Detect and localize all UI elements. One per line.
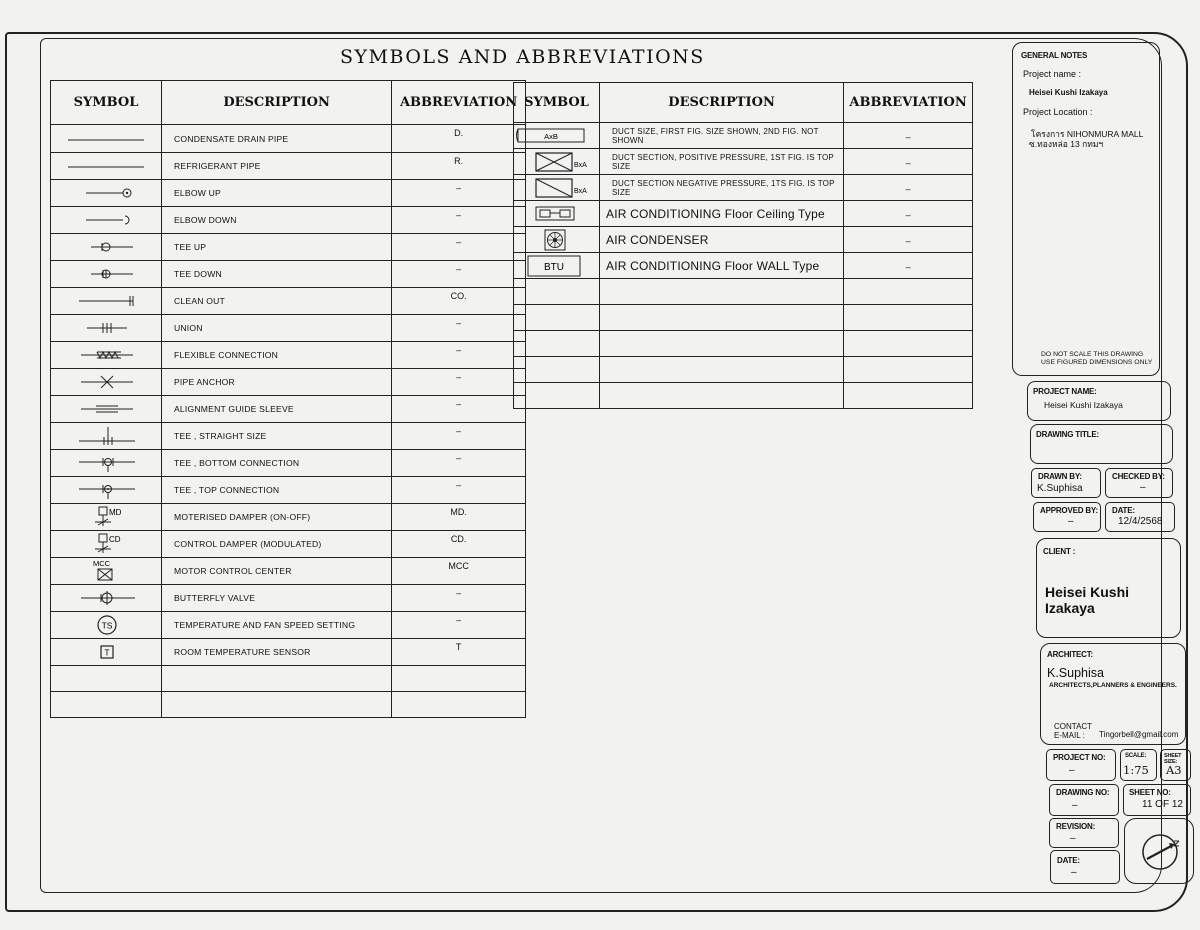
description-cell: TEE , BOTTOM CONNECTION — [162, 450, 392, 477]
abbreviation-cell: – — [392, 342, 526, 369]
checked-by-value: – — [1140, 482, 1146, 493]
abbreviation-cell: – — [844, 201, 973, 227]
abbreviation-cell — [844, 383, 973, 409]
symbols-table-left — [50, 80, 526, 718]
date2-label: DATE: — [1057, 856, 1080, 865]
abbreviation-cell: – — [392, 180, 526, 207]
symbol-cell — [514, 149, 600, 175]
description-cell — [600, 383, 844, 409]
table-row — [514, 227, 973, 253]
header-symbol: SYMBOL — [514, 83, 600, 123]
tee-bottom-symbol — [51, 450, 161, 476]
description-cell: AIR CONDITIONING Floor WALL Type — [600, 253, 844, 279]
symbol-cell — [51, 450, 162, 477]
duct-positive-symbol — [514, 151, 599, 173]
project-location-line2: ซ.ทองหล่อ 13 กทมฯ — [1029, 139, 1104, 149]
sheet-size-box — [1160, 749, 1191, 781]
description-cell: REFRIGERANT PIPE — [162, 153, 392, 180]
revision-label: REVISION: — [1056, 822, 1096, 831]
table-row — [51, 180, 526, 207]
description-cell: CONTROL DAMPER (MODULATED) — [162, 531, 392, 558]
svg-text:TS: TS — [101, 620, 113, 631]
svg-text:MCC: MCC — [93, 559, 111, 568]
abbreviation-cell: – — [392, 450, 526, 477]
general-notes-panel — [1012, 42, 1160, 376]
flexible-connection-symbol — [51, 342, 161, 368]
abbreviation-cell: – — [392, 585, 526, 612]
header-symbol: SYMBOL — [51, 81, 162, 125]
architect-box — [1040, 643, 1186, 745]
abbreviation-cell: – — [392, 369, 526, 396]
project-no-box — [1046, 749, 1116, 781]
note-figured-dimensions: USE FIGURED DIMENSIONS ONLY — [1041, 359, 1153, 366]
symbol-cell — [51, 369, 162, 396]
line-symbol — [51, 126, 161, 152]
symbol-cell — [51, 585, 162, 612]
condenser-symbol — [514, 229, 599, 251]
description-cell: PIPE ANCHOR — [162, 369, 392, 396]
duct-size-symbol — [514, 125, 599, 147]
approved-by-box — [1033, 502, 1101, 532]
architect-label: ARCHITECT: — [1047, 650, 1093, 659]
note-do-not-scale: DO NOT SCALE THIS DRAWING — [1041, 351, 1144, 358]
symbol-cell — [51, 180, 162, 207]
symbol-cell — [51, 477, 162, 504]
project-name-label: Project name : — [1023, 69, 1082, 79]
table-row — [51, 288, 526, 315]
sheet-no-box — [1123, 784, 1191, 816]
abbreviation-cell: MD. — [392, 504, 526, 531]
date2-box — [1050, 850, 1120, 884]
date-box — [1105, 502, 1175, 532]
svg-text:AxB: AxB — [544, 131, 558, 141]
description-cell — [600, 357, 844, 383]
north-arrow-box — [1124, 818, 1194, 884]
table-row — [51, 585, 526, 612]
symbol-cell — [51, 261, 162, 288]
symbol-cell — [514, 175, 600, 201]
description-cell: ROOM TEMPERATURE SENSOR — [162, 639, 392, 666]
motorised-damper-symbol — [51, 504, 161, 530]
abbreviation-cell: – — [392, 234, 526, 261]
date2-value: – — [1071, 867, 1077, 878]
sheet-no-label: SHEET NO: — [1129, 788, 1171, 797]
abbreviation-cell: – — [392, 477, 526, 504]
table-row — [51, 369, 526, 396]
date-value: 12/4/2568 — [1118, 516, 1163, 527]
abbreviation-cell: – — [844, 123, 973, 149]
table-row — [51, 234, 526, 261]
approved-by-value: – — [1068, 516, 1074, 527]
header-description: DESCRIPTION — [600, 83, 844, 123]
abbreviation-cell — [392, 666, 526, 692]
table-row — [514, 331, 973, 357]
header-description: DESCRIPTION — [162, 81, 392, 125]
drawn-by-label: DRAWN BY: — [1038, 472, 1082, 481]
abbreviation-cell — [844, 305, 973, 331]
symbol-cell — [51, 423, 162, 450]
table-row — [514, 357, 973, 383]
table-row — [51, 477, 526, 504]
tee-top-symbol — [51, 477, 161, 503]
abbreviation-cell: – — [392, 396, 526, 423]
symbol-cell — [51, 207, 162, 234]
description-cell: CLEAN OUT — [162, 288, 392, 315]
table-row — [51, 207, 526, 234]
checked-by-box — [1105, 468, 1173, 498]
drawing-title-box — [1030, 424, 1173, 464]
symbol-cell — [514, 123, 600, 149]
scale-box — [1120, 749, 1157, 781]
symbol-cell — [51, 531, 162, 558]
abbreviation-cell — [844, 279, 973, 305]
email-value: Tingorbell@gmail.com — [1099, 730, 1179, 739]
elbow-up-symbol — [51, 180, 161, 206]
project-name-box-value: Heisei Kushi Izakaya — [1044, 400, 1123, 410]
description-cell: UNION — [162, 315, 392, 342]
scale-label: SCALE: — [1125, 753, 1147, 759]
table-row — [51, 450, 526, 477]
clean-out-symbol — [51, 288, 161, 314]
project-no-label: PROJECT NO: — [1053, 753, 1106, 762]
page-title: SYMBOLS AND ABBREVIATIONS — [340, 46, 705, 68]
table-row — [514, 383, 973, 409]
description-cell: TEMPERATURE AND FAN SPEED SETTING — [162, 612, 392, 639]
description-cell: TEE DOWN — [162, 261, 392, 288]
symbol-cell — [51, 639, 162, 666]
description-cell: AIR CONDENSER — [600, 227, 844, 253]
project-name-box — [1027, 381, 1171, 421]
description-cell — [162, 692, 392, 718]
symbol-cell — [51, 342, 162, 369]
header-abbreviation: ABBREVIATION — [392, 81, 526, 125]
table-row — [514, 123, 973, 149]
general-notes-label: GENERAL NOTES — [1021, 51, 1088, 60]
ts-symbol — [51, 612, 161, 638]
abbreviation-cell: MCC — [392, 558, 526, 585]
email-label: E-MAIL : — [1054, 731, 1085, 740]
table-row — [514, 279, 973, 305]
abbreviation-cell: D. — [392, 125, 526, 153]
description-cell — [162, 666, 392, 692]
table-row — [51, 666, 526, 692]
project-location-line1: โครงการ NIHONMURA MALL — [1031, 129, 1144, 139]
symbol-cell — [514, 227, 600, 253]
description-cell — [600, 331, 844, 357]
control-damper-symbol — [51, 531, 161, 557]
table-row — [51, 125, 526, 153]
drawing-no-label: DRAWING NO: — [1056, 788, 1110, 797]
revision-value: – — [1070, 833, 1076, 844]
table-row — [514, 175, 973, 201]
t-sensor-symbol — [51, 639, 161, 665]
architect-subtitle: ARCHITECTS,PLANNERS & ENGINEERS. — [1049, 682, 1177, 689]
description-cell: TEE UP — [162, 234, 392, 261]
mcc-symbol — [51, 558, 161, 584]
union-symbol — [51, 315, 161, 341]
sheet-size-value: A3 — [1166, 763, 1182, 777]
abbreviation-cell: CO. — [392, 288, 526, 315]
table-row — [51, 396, 526, 423]
drawing-title-label: DRAWING TITLE: — [1036, 430, 1099, 439]
description-cell: TEE , TOP CONNECTION — [162, 477, 392, 504]
description-cell: AIR CONDITIONING Floor Ceiling Type — [600, 201, 844, 227]
abbreviation-cell — [844, 357, 973, 383]
contact-label: CONTACT — [1054, 722, 1093, 731]
abbreviation-cell: – — [392, 423, 526, 450]
project-name-box-label: PROJECT NAME: — [1033, 387, 1097, 396]
symbol-cell — [51, 612, 162, 639]
description-cell — [600, 279, 844, 305]
date-label: DATE: — [1112, 506, 1135, 515]
table-row — [514, 253, 973, 279]
table-row — [51, 315, 526, 342]
ac-ceiling-symbol — [514, 203, 599, 225]
table-row — [51, 531, 526, 558]
drawing-no-value: – — [1072, 800, 1078, 811]
table-row — [51, 153, 526, 180]
table-row — [51, 261, 526, 288]
checked-by-label: CHECKED BY: — [1112, 472, 1165, 481]
abbreviation-cell — [844, 331, 973, 357]
symbol-cell — [51, 125, 162, 153]
client-box — [1036, 538, 1181, 638]
elbow-down-symbol — [51, 207, 161, 233]
abbreviation-cell: – — [844, 175, 973, 201]
table-row — [51, 504, 526, 531]
pipe-anchor-symbol — [51, 369, 161, 395]
abbreviation-cell: CD. — [392, 531, 526, 558]
table-row — [514, 149, 973, 175]
tee-straight-symbol — [51, 423, 161, 449]
architect-value: K.Suphisa — [1047, 666, 1104, 680]
project-no-value: – — [1069, 765, 1075, 776]
description-cell — [600, 305, 844, 331]
abbreviation-cell: – — [392, 207, 526, 234]
abbreviation-cell: – — [844, 227, 973, 253]
table-row — [51, 692, 526, 718]
project-location-label: Project Location : — [1023, 107, 1093, 117]
abbreviation-cell: – — [392, 261, 526, 288]
description-cell: FLEXIBLE CONNECTION — [162, 342, 392, 369]
symbol-cell — [51, 396, 162, 423]
description-cell: ELBOW DOWN — [162, 207, 392, 234]
guide-sleeve-symbol — [51, 396, 161, 422]
abbreviation-cell: – — [392, 315, 526, 342]
symbol-cell — [514, 357, 600, 383]
symbol-cell — [51, 153, 162, 180]
symbol-cell — [51, 315, 162, 342]
description-cell: MOTERISED DAMPER (ON-OFF) — [162, 504, 392, 531]
drawn-by-box — [1031, 468, 1101, 498]
north-arrow-icon — [1125, 819, 1195, 885]
sheet-no-value: 11 OF 12 — [1142, 799, 1183, 810]
table-row — [51, 558, 526, 585]
description-cell: BUTTERFLY VALVE — [162, 585, 392, 612]
symbol-cell — [51, 558, 162, 585]
abbreviation-cell: – — [844, 253, 973, 279]
table-row — [514, 305, 973, 331]
sheet-size-label: SHEET SIZE: — [1164, 753, 1182, 765]
table-row — [51, 639, 526, 666]
svg-text:BxA: BxA — [574, 187, 587, 195]
symbol-cell — [514, 331, 600, 357]
svg-text:CD: CD — [109, 535, 121, 544]
tee-down-symbol — [51, 261, 161, 287]
description-cell: MOTOR CONTROL CENTER — [162, 558, 392, 585]
symbol-cell — [514, 305, 600, 331]
symbol-cell — [514, 201, 600, 227]
scale-value: 1:75 — [1123, 763, 1149, 777]
revision-box — [1049, 818, 1119, 848]
svg-text:T: T — [104, 647, 110, 658]
header-abbreviation: ABBREVIATION — [844, 83, 973, 123]
table-row — [51, 342, 526, 369]
abbreviation-cell — [392, 692, 526, 718]
symbol-cell — [51, 288, 162, 315]
drawing-no-box — [1049, 784, 1119, 816]
svg-text:BxA: BxA — [574, 161, 587, 169]
abbreviation-cell: R. — [392, 153, 526, 180]
line-symbol — [51, 153, 161, 179]
tee-up-symbol — [51, 234, 161, 260]
project-name: Heisei Kushi Izakaya — [1029, 88, 1108, 97]
abbreviation-cell: – — [392, 612, 526, 639]
duct-negative-symbol — [514, 177, 599, 199]
description-cell: ELBOW UP — [162, 180, 392, 207]
abbreviation-cell: – — [844, 149, 973, 175]
drawn-by-value: K.Suphisa — [1037, 483, 1083, 494]
table-row — [51, 423, 526, 450]
btu-symbol — [514, 255, 599, 277]
svg-text:MD: MD — [109, 508, 122, 517]
symbol-cell — [514, 253, 600, 279]
description-cell: CONDENSATE DRAIN PIPE — [162, 125, 392, 153]
abbreviation-cell: T — [392, 639, 526, 666]
svg-text:BTU: BTU — [544, 261, 564, 273]
client-value: Heisei Kushi Izakaya — [1045, 584, 1130, 616]
description-cell: DUCT SECTION, POSITIVE PRESSURE, 1ST FIG. IS TOP SIZE — [600, 149, 844, 175]
symbol-cell — [51, 504, 162, 531]
symbols-table-right — [513, 82, 973, 409]
table-row — [514, 201, 973, 227]
description-cell: DUCT SECTION NEGATIVE PRESSURE, 1TS FIG. IS TOP SIZE — [600, 175, 844, 201]
table-row — [51, 612, 526, 639]
symbol-cell — [51, 666, 162, 692]
description-cell: DUCT SIZE, FIRST FIG. SIZE SHOWN, 2ND FIG. NOT SHOWN — [600, 123, 844, 149]
symbol-cell — [51, 234, 162, 261]
description-cell: ALIGNMENT GUIDE SLEEVE — [162, 396, 392, 423]
symbol-cell — [51, 692, 162, 718]
description-cell: TEE , STRAIGHT SIZE — [162, 423, 392, 450]
client-label: CLIENT : — [1043, 547, 1076, 556]
butterfly-valve-symbol — [51, 585, 161, 611]
symbol-cell — [514, 383, 600, 409]
symbol-cell — [514, 279, 600, 305]
approved-by-label: APPROVED BY: — [1040, 506, 1098, 515]
